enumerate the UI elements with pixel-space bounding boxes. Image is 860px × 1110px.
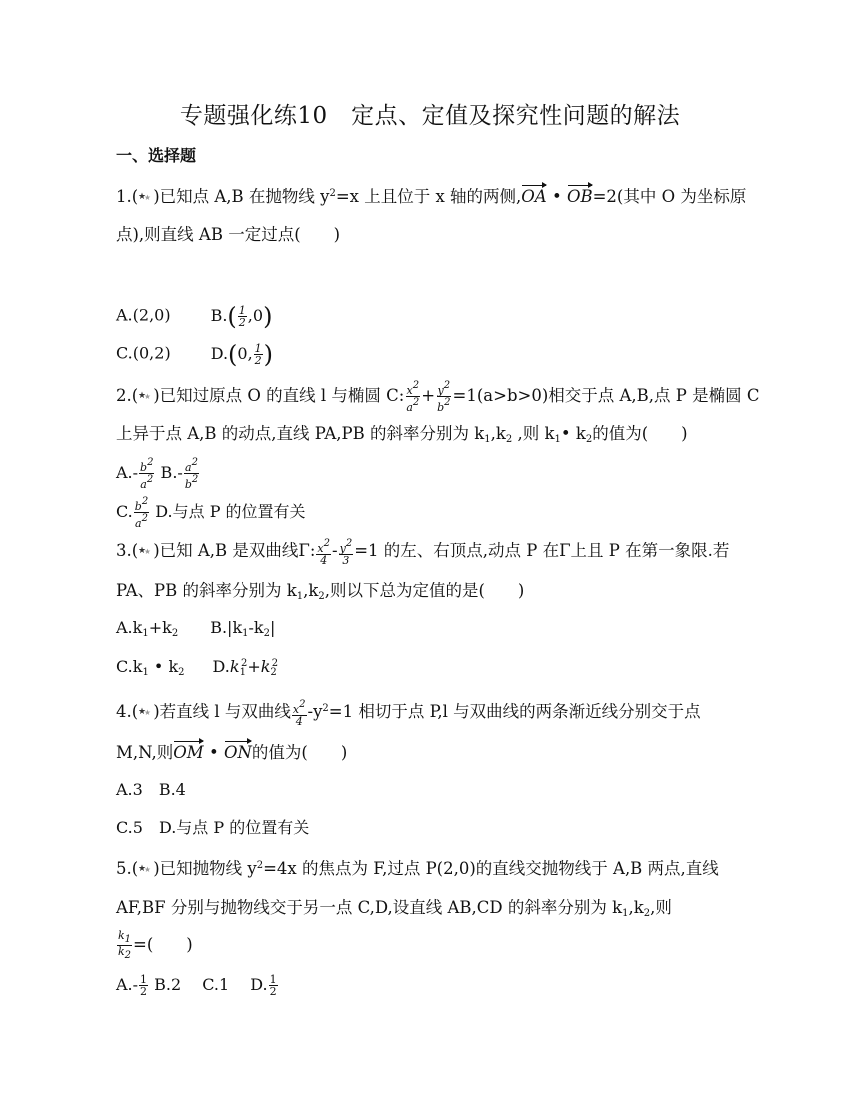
question-4-options-ab[interactable]: A.3 B.4 (116, 780, 186, 799)
option-d[interactable]: D.(0, $\frac{1}{2}$ ) (210, 340, 274, 368)
option-a[interactable]: A.(2,0) (116, 305, 171, 325)
option-b[interactable]: B.- $\frac{a^2}{b^2}$ (155, 457, 199, 491)
question-2-line-2: 上异于点 A,B 的动点,直线 PA,PB 的斜率分别为 $k_1,k_2$ ,则 $k_1•$ $k_2$的值为( ) (116, 424, 688, 445)
option-a[interactable]: $A.k_1+k_2$ (116, 618, 179, 639)
section-heading: 一、选择题 (116, 146, 197, 165)
question-4-options-cd[interactable]: C.5 D.与点 P 的位置有关 (116, 818, 310, 837)
option-a[interactable]: A.- $\frac{b^2}{a^2}$ (116, 457, 154, 491)
option-c[interactable]: $C.k_1$ • $k_2$ (116, 657, 185, 678)
question-3-options-ab (116, 618, 275, 639)
question-1-options-cd (116, 340, 273, 368)
question-4-line-1: 4.( )若直线 l 与双曲线 $\frac{x^2}{4}$ $-y^2=1$ 相切于点 P,l 与双曲线的两条渐近线分别交于点 (116, 698, 701, 728)
option-c[interactable]: C. $\frac{b^2}{a^2}$ (116, 496, 149, 530)
page-title: 专题强化练10 定点、定值及探究性问题的解法 (179, 103, 681, 129)
option-bcd[interactable]: B.2 C.1 D. $\frac{1}{2}$ (149, 973, 277, 998)
question-1-options-ab (116, 302, 272, 330)
question-2-line-1: 2.( )已知过原点 O 的直线 l 与椭圆 C: $\frac{x^2}{a^2}$ + $\frac{y^2}{b^2}$ =1(a>b>0)相交于点 A,B,点 P 是椭圆 C (116, 380, 760, 414)
question-5-line-2: AF,BF 分别与抛物线交于另一点 C,D,设直线 AB,CD 的斜率分别为 $k_1,k_2$,则 (116, 898, 672, 919)
question-5-options (116, 972, 279, 997)
vector-om: OM (173, 743, 204, 762)
question-3-line-1: 3.( )已知 A,B 是双曲线Γ: $\frac{x^2}{4}$ - $\frac{y^2}{3}$ =1 的左、右顶点,动点 P 在Γ上且 P 在第一象限.若 (116, 537, 730, 567)
question-4-line-2: M,N,则OM • ON的值为( ) (116, 743, 348, 762)
option-c[interactable]: C.(0,2) (116, 343, 171, 363)
difficulty-star-icon (139, 864, 152, 875)
question-3-line-2: PA、PB 的斜率分别为 $k_1,k_2$,则以下总为定值的是( ) (116, 581, 525, 602)
difficulty-star-icon (139, 391, 152, 402)
question-5-line-1: 5.( )已知抛物线 $y^2=4x$ 的焦点为 F,过点 P(2,0)的直线交抛物线于 A,B 两点,直线 (116, 859, 719, 878)
difficulty-star-icon (139, 546, 152, 557)
question-1-line-1: 1.( )已知点 A,B 在抛物线 $y^2=x$ 上且位于 x 轴的两侧,OA • OB=2(其中 O 为坐标原 (116, 187, 747, 206)
difficulty-star-icon (139, 707, 152, 718)
difficulty-star-icon (139, 192, 152, 203)
option-b[interactable]: $B.|k_1-k_2|$ (210, 618, 276, 639)
question-2-options-cd (116, 496, 306, 529)
vector-oa: OA (521, 187, 547, 206)
question-3-options-cd (116, 657, 278, 678)
vector-ob: OB (566, 187, 593, 206)
option-b[interactable]: B.( $\frac{1}{2}$ ,0) (210, 302, 273, 330)
option-a[interactable]: A.- $\frac{1}{2}$ (116, 973, 148, 998)
question-1-line-2: 点),则直线 AB 一定过点( ) (116, 225, 341, 244)
option-d[interactable]: $D.k_1^2+k_2^2$ (212, 657, 279, 678)
option-d[interactable]: D.与点 P 的位置有关 (150, 502, 306, 521)
question-5-line-3: $\frac{k_1}{k_2}$ =( ) (118, 929, 193, 961)
question-2-options-ab (116, 457, 200, 490)
vector-on: ON (223, 743, 252, 762)
